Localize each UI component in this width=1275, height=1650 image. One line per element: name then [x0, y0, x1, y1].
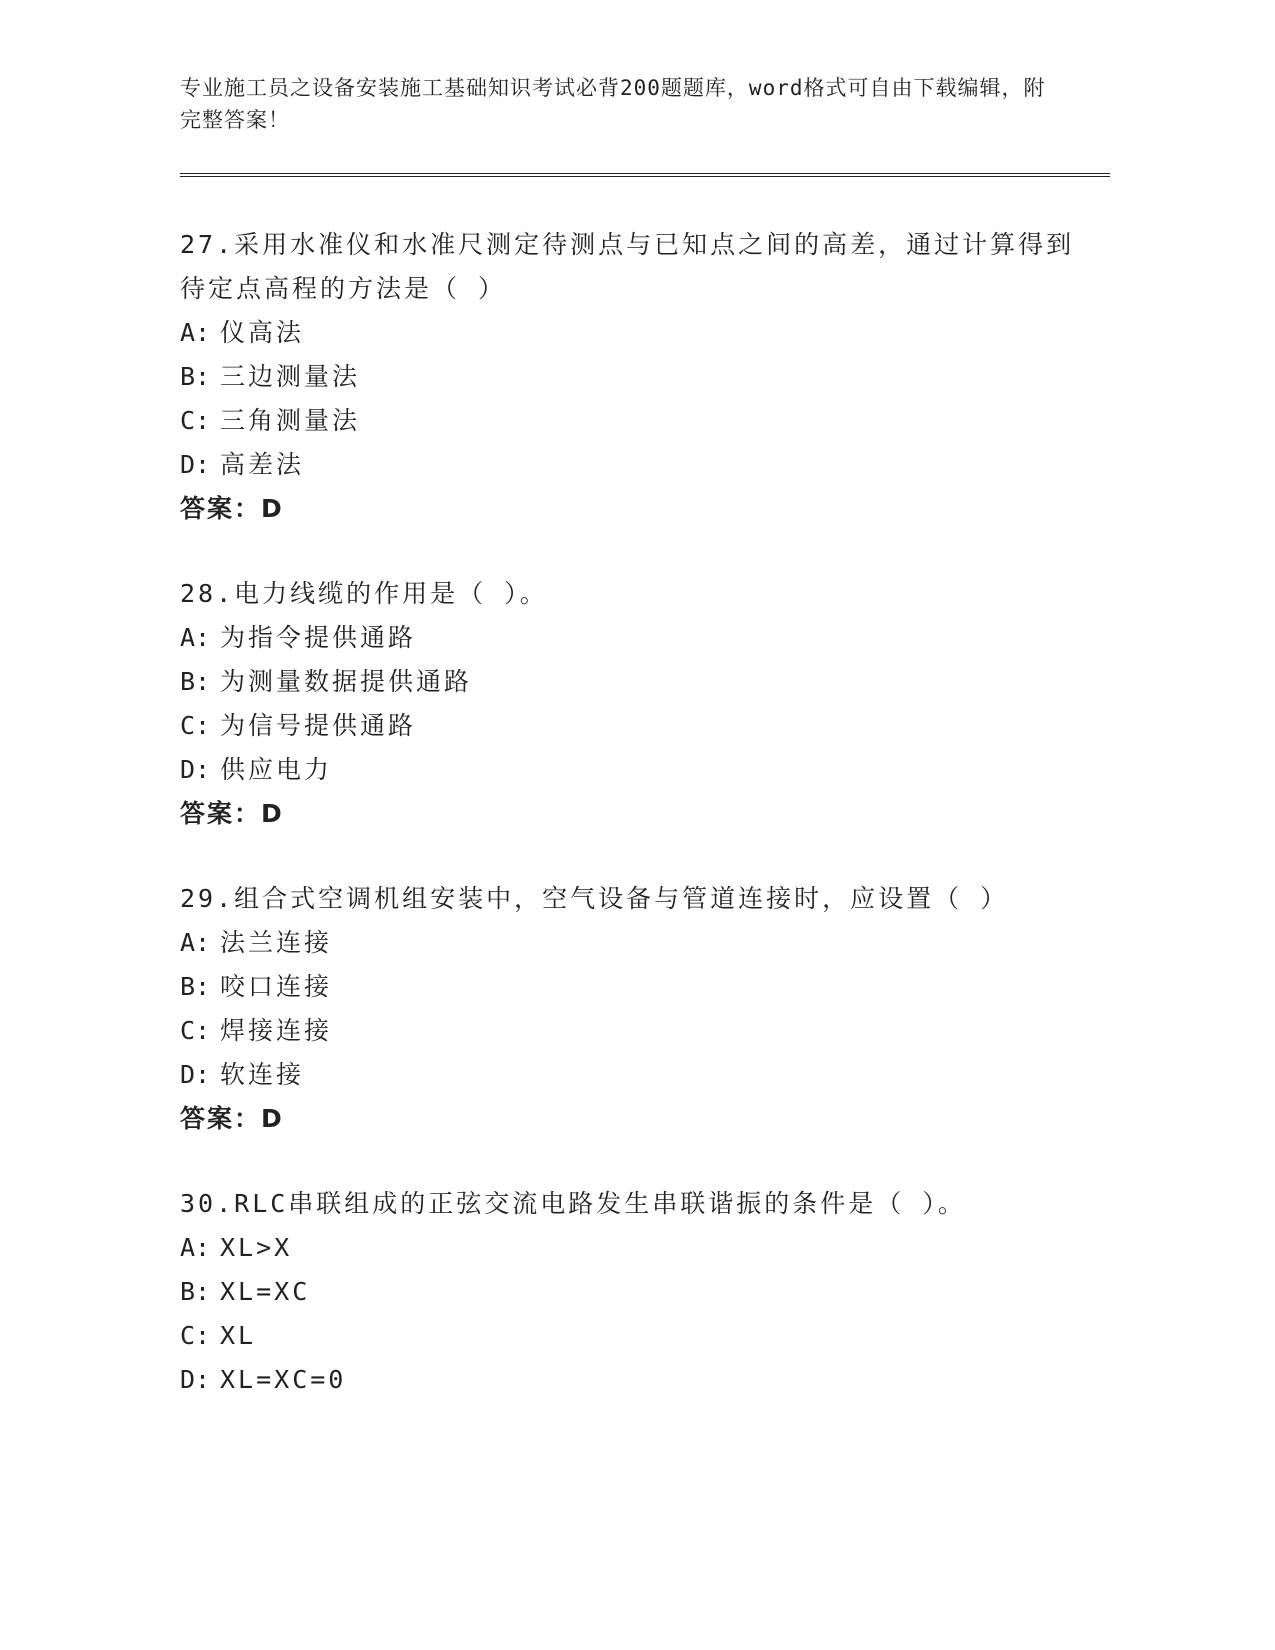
- option-a: [180, 616, 1080, 660]
- option-text: 三角测量法: [220, 406, 361, 435]
- answer-line: [180, 1097, 1080, 1141]
- option-b: [180, 965, 1080, 1009]
- option-letter: C:: [180, 1321, 211, 1350]
- option-text: 为指令提供通路: [220, 623, 417, 652]
- answer-line: [180, 792, 1080, 836]
- question-number: 29.: [180, 884, 235, 913]
- answer-label: 答案：: [180, 1104, 262, 1133]
- option-c: [180, 399, 1080, 443]
- question-body: RLC串联组成的正弦交流电路发生串联谐振的条件是（ ）。: [234, 1189, 966, 1218]
- header-title: 专业施工员之设备安装施工基础知识考试必背200题题库，word格式可自由下载编辑，附完整答案！: [180, 76, 1046, 132]
- option-d: [180, 443, 1080, 487]
- header-divider: [180, 173, 1110, 177]
- option-text: 焊接连接: [220, 1016, 333, 1045]
- option-letter: D:: [180, 755, 211, 784]
- option-letter: B:: [180, 1277, 211, 1306]
- option-text: 为测量数据提供通路: [220, 667, 473, 696]
- option-letter: D:: [180, 1060, 211, 1089]
- question-29: [180, 877, 1080, 1141]
- question-text: [180, 1182, 1080, 1226]
- question-text: [180, 877, 1080, 921]
- answer-label: 答案：: [180, 494, 262, 523]
- question-number: 28.: [180, 579, 235, 608]
- option-c: [180, 1314, 1080, 1358]
- option-letter: B:: [180, 667, 211, 696]
- option-text: 法兰连接: [220, 928, 333, 957]
- option-d: [180, 748, 1080, 792]
- option-text: XL=XC: [220, 1277, 311, 1306]
- option-text: XL: [220, 1321, 257, 1350]
- option-d: [180, 1358, 1080, 1402]
- option-b: [180, 660, 1080, 704]
- answer-value: D: [261, 1104, 282, 1133]
- answer-value: D: [261, 494, 282, 523]
- option-text: 软连接: [220, 1060, 305, 1089]
- option-text: 高差法: [220, 450, 305, 479]
- option-c: [180, 704, 1080, 748]
- option-text: 三边测量法: [220, 362, 361, 391]
- option-text: 供应电力: [220, 755, 333, 784]
- option-letter: D:: [180, 450, 211, 479]
- option-a: [180, 311, 1080, 355]
- question-number: 30.: [180, 1189, 235, 1218]
- option-text: XL>X: [220, 1233, 293, 1262]
- option-letter: A:: [180, 928, 211, 957]
- question-28: [180, 572, 1080, 836]
- question-text: [180, 572, 1080, 616]
- option-c: [180, 1009, 1080, 1053]
- answer-line: [180, 487, 1080, 531]
- question-body: 电力线缆的作用是（ ）。: [234, 579, 548, 608]
- option-letter: A:: [180, 318, 211, 347]
- option-letter: C:: [180, 406, 211, 435]
- option-text: 咬口连接: [220, 972, 333, 1001]
- question-30: [180, 1182, 1080, 1402]
- option-b: [180, 355, 1080, 399]
- option-letter: A:: [180, 623, 211, 652]
- option-b: [180, 1270, 1080, 1314]
- option-letter: B:: [180, 362, 211, 391]
- question-text: [180, 223, 1080, 311]
- option-letter: C:: [180, 711, 211, 740]
- option-letter: C:: [180, 1016, 211, 1045]
- document-header: [180, 72, 1060, 136]
- option-d: [180, 1053, 1080, 1097]
- option-text: 为信号提供通路: [220, 711, 417, 740]
- answer-label: 答案：: [180, 799, 262, 828]
- option-letter: A:: [180, 1233, 211, 1262]
- question-27: [180, 223, 1080, 531]
- question-body: 组合式空调机组安装中，空气设备与管道连接时，应设置（ ）: [234, 884, 1009, 913]
- option-text: XL=XC=0: [220, 1365, 347, 1394]
- question-body: 采用水准仪和水准尺测定待测点与已知点之间的高差，通过计算得到待定点高程的方法是（ ）: [180, 230, 1075, 303]
- option-text: 仪高法: [220, 318, 305, 347]
- option-a: [180, 1226, 1080, 1270]
- answer-value: D: [261, 799, 282, 828]
- option-letter: B:: [180, 972, 211, 1001]
- question-number: 27.: [180, 230, 235, 259]
- option-letter: D:: [180, 1365, 211, 1394]
- option-a: [180, 921, 1080, 965]
